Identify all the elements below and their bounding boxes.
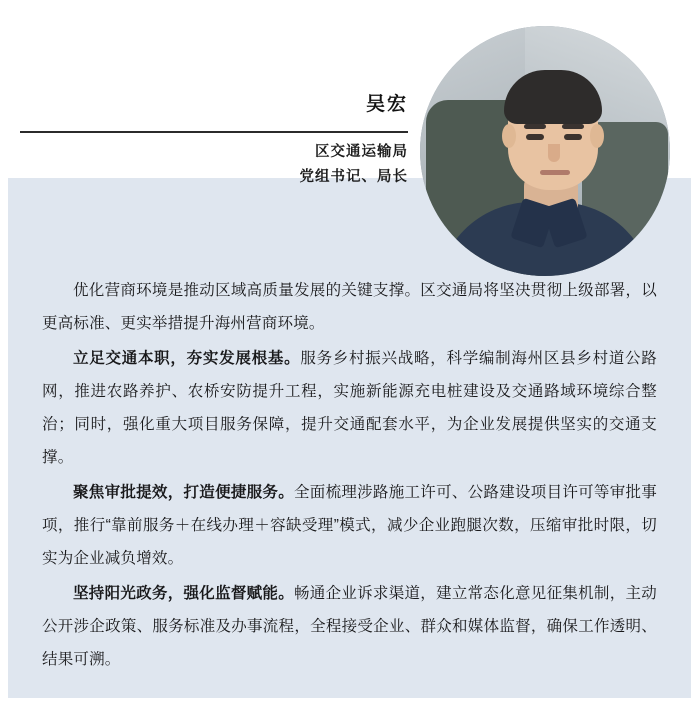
paragraph-text: 全面梳理涉路施工许可、公路建设项目许可等审批事项，推行“靠前服务＋在线办理＋容缺受理”模式，减少企业跑腿次数，压缩审批时限，切实为企业减负增效。 — [42, 484, 657, 567]
person-organization: 区交通运输局 — [315, 144, 408, 160]
article-paragraph — [42, 342, 657, 474]
paragraph-text: 优化营商环境是推动区域高质量发展的关键支撑。区交通局将坚决贯彻上级部署，以更高标准、更实举措提升海州营商环境。 — [42, 282, 657, 332]
mouth-shape — [540, 170, 570, 175]
nose-shape — [548, 144, 560, 162]
paragraph-lead: 坚持阳光政务，强化监督赋能。 — [73, 585, 294, 602]
paragraph-lead: 立足交通本职，夯实发展根基。 — [73, 350, 301, 367]
ear-right-shape — [590, 124, 604, 148]
article-paragraph — [42, 577, 657, 676]
eye-right-shape — [564, 134, 582, 140]
title-divider — [20, 131, 408, 133]
paragraph-lead: 聚焦审批提效，打造便捷服务。 — [73, 484, 294, 501]
paragraph-text: 服务乡村振兴战略，科学编制海州区县乡村道公路网，推进农路养护、农桥安防提升工程，实施新能源充电桩建设及交通路域环境综合整治；同时，强化重大项目服务保障，提升交通配套水平，为企业发展提供坚实的交通支撑。 — [42, 350, 657, 466]
article-paragraph — [42, 274, 657, 340]
article-body — [8, 178, 691, 698]
eyebrow-left-shape — [524, 124, 546, 129]
person-role: 党组书记、局长 — [299, 169, 408, 185]
person-name: 吴宏 — [365, 94, 408, 115]
paragraph-text: 畅通企业诉求渠道，建立常态化意见征集机制，主动公开涉企政策、服务标准及办事流程，全程接受企业、群众和媒体监督，确保工作透明、结果可溯。 — [42, 585, 657, 668]
person-title-block — [20, 92, 408, 190]
eyebrow-right-shape — [562, 124, 584, 129]
ear-left-shape — [502, 124, 516, 148]
eye-left-shape — [526, 134, 544, 140]
bottom-margin — [0, 698, 699, 706]
article-paragraph — [42, 476, 657, 575]
